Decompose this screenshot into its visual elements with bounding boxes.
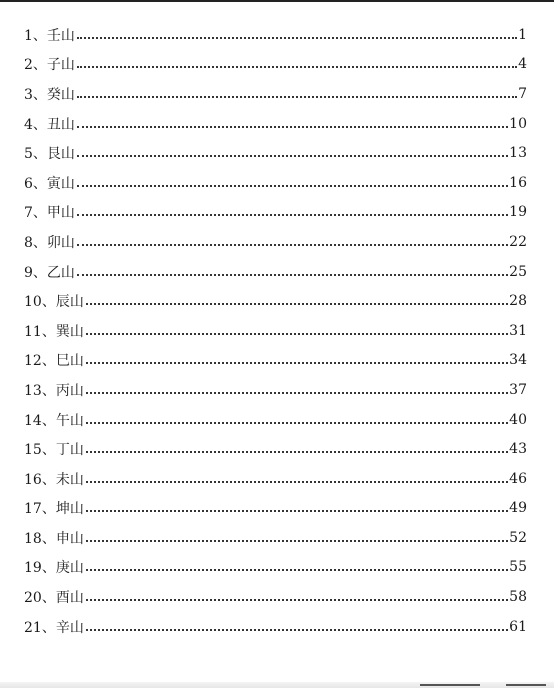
- toc-entry-page-number: 52: [509, 529, 527, 546]
- dot-leader: [77, 37, 517, 39]
- toc-entry-page-number: 13: [509, 145, 527, 162]
- toc-entry-title: 5、艮山: [24, 146, 75, 163]
- toc-entry-title: 18、申山: [24, 530, 84, 547]
- dot-leader: [86, 362, 508, 364]
- toc-entry: [24, 138, 527, 168]
- toc-entry: [24, 227, 527, 257]
- toc-entry: [24, 257, 527, 287]
- toc-entry-page-number: 1: [518, 26, 527, 43]
- toc-entry-title: 20、酉山: [24, 590, 84, 607]
- toc-entry-page-number: 49: [509, 500, 527, 517]
- toc-entry-title: 2、子山: [24, 57, 75, 74]
- toc-entry-title: 6、寅山: [24, 175, 75, 192]
- dot-leader: [77, 96, 517, 98]
- dot-leader: [86, 303, 508, 305]
- dot-leader: [86, 392, 508, 394]
- toc-entry-page-number: 61: [509, 618, 527, 635]
- toc-entry-page-number: 19: [509, 204, 527, 221]
- toc-entry-page-number: 43: [509, 441, 527, 458]
- toc-entry: [24, 582, 527, 612]
- dot-leader: [77, 126, 508, 128]
- toc-entry-title: 16、未山: [24, 471, 84, 488]
- bottom-edge-mark: [506, 684, 546, 686]
- toc-entry-title: 19、庚山: [24, 560, 84, 577]
- toc-entry-title: 14、午山: [24, 412, 84, 429]
- toc-entry-title: 4、丑山: [24, 116, 75, 133]
- toc-entry-page-number: 10: [509, 115, 527, 132]
- toc-entry: [24, 50, 527, 80]
- toc-entry: [24, 405, 527, 435]
- toc-entry: [24, 286, 527, 316]
- toc-entry-title: 8、卯山: [24, 234, 75, 251]
- dot-leader: [86, 510, 508, 512]
- toc-entry-title: 17、坤山: [24, 501, 84, 518]
- dot-leader: [77, 244, 508, 246]
- toc-entry: [24, 346, 527, 376]
- toc-entry-page-number: 7: [518, 85, 527, 102]
- toc-entry-page-number: 16: [509, 174, 527, 191]
- toc-entry-page-number: 25: [509, 263, 527, 280]
- toc-entry-title: 3、癸山: [24, 86, 75, 103]
- toc-entry: [24, 198, 527, 228]
- dot-leader: [77, 274, 508, 276]
- toc-entry: [24, 20, 527, 50]
- toc-entry-page-number: 58: [509, 589, 527, 606]
- toc-entry-title: 9、乙山: [24, 264, 75, 281]
- toc-entry: [24, 375, 527, 405]
- dot-leader: [77, 185, 508, 187]
- toc-entry: [24, 316, 527, 346]
- toc-entry: [24, 464, 527, 494]
- toc-entry: [24, 494, 527, 524]
- toc-entry-page-number: 34: [509, 352, 527, 369]
- toc-entry-title: 13、丙山: [24, 382, 84, 399]
- dot-leader: [77, 214, 508, 216]
- toc-entry-page-number: 37: [509, 381, 527, 398]
- dot-leader: [86, 540, 508, 542]
- toc-entry: [24, 79, 527, 109]
- dot-leader: [86, 629, 508, 631]
- toc-entry-title: 1、壬山: [24, 27, 75, 44]
- toc-entry-title: 7、甲山: [24, 205, 75, 222]
- toc-entry-page-number: 55: [509, 559, 527, 576]
- toc-entry: [24, 109, 527, 139]
- dot-leader: [77, 66, 517, 68]
- toc-entry: [24, 523, 527, 553]
- toc-entry-page-number: 22: [509, 233, 527, 250]
- table-of-contents: [24, 20, 527, 641]
- toc-entry: [24, 168, 527, 198]
- toc-entry-page-number: 4: [518, 56, 527, 73]
- bottom-edge-mark: [420, 684, 480, 686]
- toc-entry-title: 10、辰山: [24, 294, 84, 311]
- top-border-line: [0, 0, 554, 2]
- toc-entry-title: 12、巳山: [24, 353, 84, 370]
- dot-leader: [86, 451, 508, 453]
- toc-entry-title: 21、辛山: [24, 619, 84, 636]
- dot-leader: [86, 333, 508, 335]
- toc-entry: [24, 434, 527, 464]
- dot-leader: [86, 481, 508, 483]
- toc-entry-title: 15、丁山: [24, 442, 84, 459]
- dot-leader: [86, 569, 508, 571]
- toc-entry: [24, 553, 527, 583]
- toc-entry-page-number: 31: [509, 322, 527, 339]
- toc-entry-title: 11、巽山: [24, 323, 84, 340]
- toc-entry-page-number: 28: [509, 293, 527, 310]
- toc-entry-page-number: 40: [509, 411, 527, 428]
- toc-entry: [24, 612, 527, 642]
- dot-leader: [86, 422, 508, 424]
- toc-entry-page-number: 46: [509, 470, 527, 487]
- dot-leader: [86, 599, 508, 601]
- dot-leader: [77, 155, 508, 157]
